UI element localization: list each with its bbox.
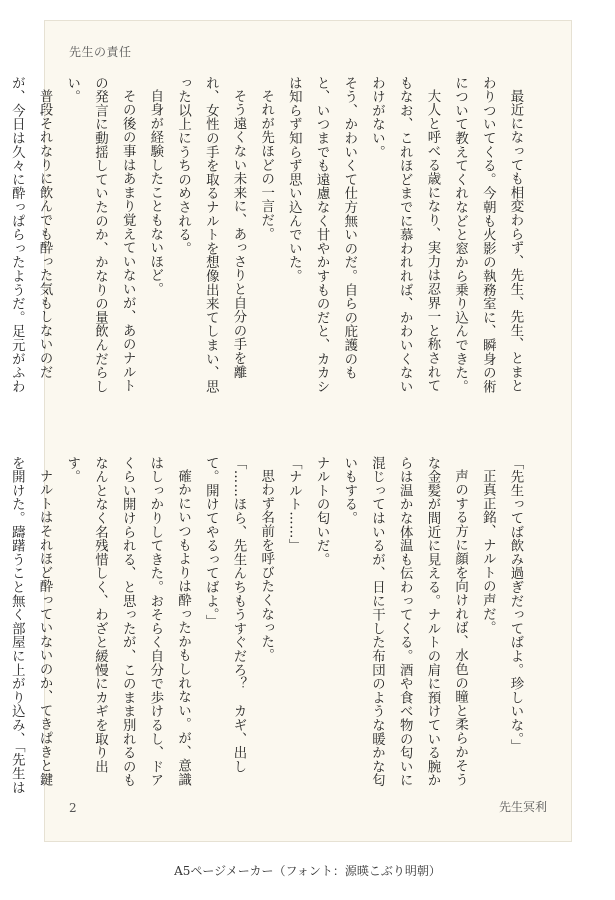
paragraph: 声のする方に顔を向ければ、水色の瞳と柔らかそうな金髪が間近に見える。ナルトの肩に預けている腕からは温かな体温も伝わってくる。酒や食べ物の匂いに混じってはいるが、日に干した布団のような暖かな匂いもする。	[341, 456, 468, 788]
paragraph: 自身が経験したこともないほど。	[147, 89, 163, 297]
paragraph: そう、かわいくて仕方無いのだ。自らの庇護のもと、いつまでも遠慮なく甘やかすものだと、カカシは知らず知らず思い込んでいた。	[286, 76, 357, 394]
paragraph: それが先ほどの一言だ。	[258, 89, 274, 242]
text-block-top	[0, 76, 529, 406]
paragraph: 普段それなりに飲んでも酔った気もしないのだが、今日は久々に酔っぱらったようだ。足元がふわ	[9, 76, 53, 394]
paragraph: 「ナルト……」	[286, 456, 302, 553]
paragraph: 思わず名前を呼びたくなった。	[258, 469, 274, 663]
paragraph: ナルトはそれほど酔っていないのか、てきぱきと鍵を開けた。躊躇うこと無く部屋に上がり込み、「先生は	[9, 456, 53, 795]
paragraph: 「……ほら、先生んちもうすぐだろ？ カギ、出して。開けてやるってばよ。」	[203, 456, 246, 774]
paragraph: ナルトの匂いだ。	[314, 456, 330, 567]
running-head: 先生の責任	[69, 45, 132, 59]
paragraph: その後の事はあまり覚えていないが、あのナルトの発言に動揺していたのか、かなりの量飲んだらしい。	[64, 76, 136, 394]
paragraph: 「先生ってば飲み過ぎだってばよ。珍しいな。」	[508, 456, 523, 753]
text-block-bottom	[0, 456, 529, 796]
book-page	[9, 20, 572, 842]
paragraph: そう遠くない未来に、あっさりと自分の手を離れ、女性の手を取るナルトを想像出来てしまい、思った以上にうちのめされる。	[175, 76, 246, 394]
page-number: 2	[69, 801, 77, 815]
author-name: 先生冥利	[498, 800, 547, 814]
paragraph: 確かにいつもよりは酔ったかもしれない。が、意識はしっかりしてきた。おそらく自分で歩けるし、ドアくらい開けられる、と思ったが、このまま別れるのもなんとなく名残惜しく、わざと緩慢にカギを取り出す。	[64, 456, 191, 788]
paragraph: 大人と呼べる歳になり、実力は忍界一と称されてもなお、これほどまでに慕われれば、かわいくないわけがない。	[369, 76, 440, 394]
paragraph: 最近になっても相変わらず、先生、先生、とまとわりついてくる。今朝も火影の執務室に、瞬身の術について教えてくれなどと窓から乗り込んできた。	[452, 76, 523, 394]
paragraph: 正真正銘、ナルトの声だ。	[480, 469, 496, 635]
generator-credit: A5ページメーカー（フォント：源暎こぶり明朝）	[174, 864, 441, 878]
